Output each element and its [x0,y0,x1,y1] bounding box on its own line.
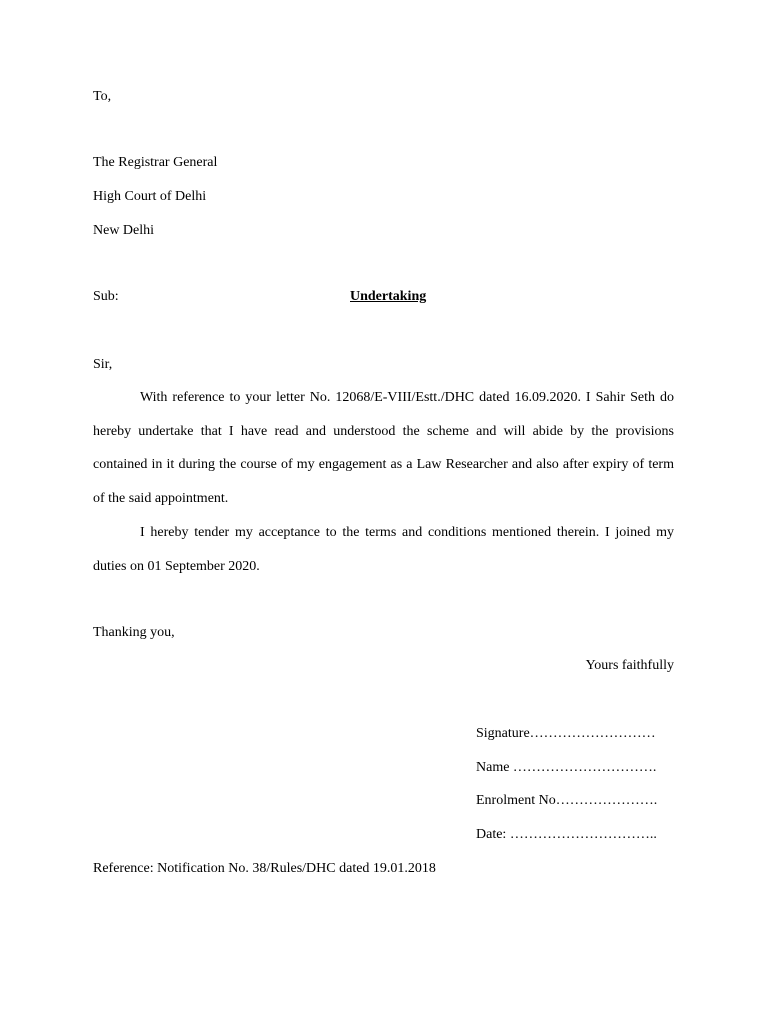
recipient-title: The Registrar General [93,155,218,170]
reference-line: Reference: Notification No. 38/Rules/DHC dated 19.01.2018 [93,861,436,876]
greeting: Sir, [93,357,113,372]
body-paragraph-2: I hereby tender my acceptance to the terms and conditions mentioned therein. I joined my duties on 01 September 2020. [93,525,674,574]
date-field: Date: ………………………….. [476,827,657,842]
subject-label: Sub: [93,289,119,304]
signature-field: Signature……………………… [476,726,656,741]
name-field: Name …………………………. [476,760,657,775]
recipient-city: New Delhi [93,223,155,238]
body-paragraph-1: With reference to your letter No. 12068/E-VIII/Estt./DHC dated 16.09.2020. I Sahir Seth do hereby undertake that I have read and understood the scheme and will abide by the provisions contained in it during the course of my engagement as a Law Researcher and also after expiry of term of the said appointment. [93,390,674,506]
subject-title: Undertaking [350,289,427,304]
salutation-to: To, [93,89,112,104]
closing-line: Yours faithfully [585,658,674,673]
enrolment-field: Enrolment No…………………. [476,793,658,808]
recipient-court: High Court of Delhi [93,189,207,204]
thanks-line: Thanking you, [93,625,175,640]
